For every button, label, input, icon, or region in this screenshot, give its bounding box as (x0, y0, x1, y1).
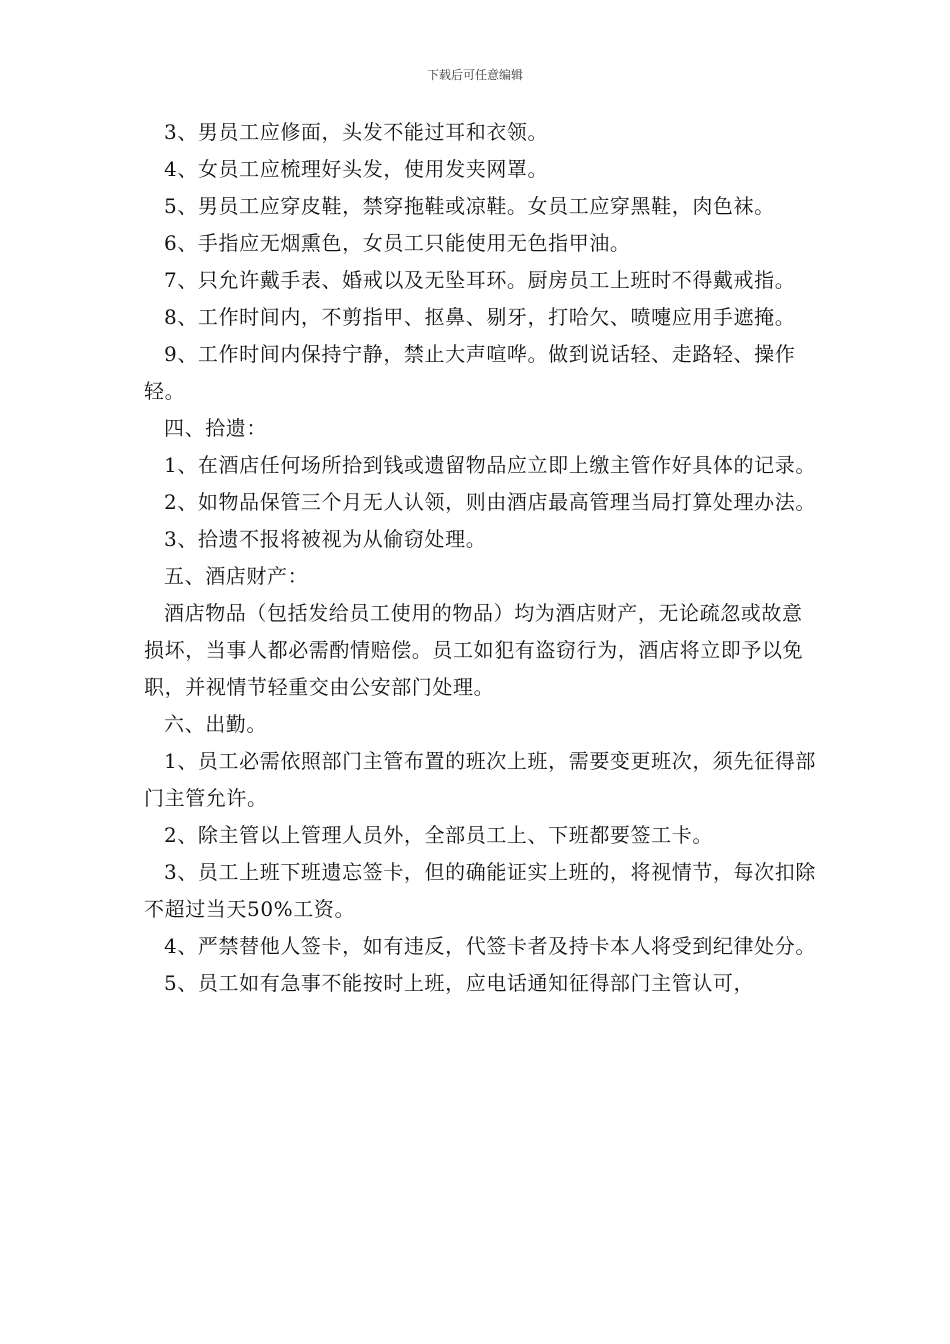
document-body (144, 114, 816, 1002)
paragraph-male-grooming: 3、男员工应修面，头发不能过耳和衣领。 (164, 120, 549, 144)
paragraph-theft: 3、拾遗不报将被视为从偷窃处理。 (164, 527, 487, 551)
paragraph-fingers: 6、手指应无烟熏色，女员工只能使用无色指甲油。 (164, 231, 631, 255)
paragraph-female-hair: 4、女员工应梳理好头发，使用发夹网罩。 (164, 157, 549, 181)
paragraph-shifts: 1、员工必需依照部门主管布置的班次上班，需要变更班次，须先征得部门主管允许。 (144, 749, 816, 810)
paragraph-shoes: 5、男员工应穿皮鞋，禁穿拖鞋或凉鞋。女员工应穿黑鞋，肉色袜。 (164, 194, 775, 218)
page-header: 下载后可任意编辑 (426, 68, 523, 82)
paragraph-proxy-card: 4、严禁替他人签卡，如有违反，代签卡者及持卡本人将受到纪律处分。 (164, 934, 816, 958)
paragraph-time-card: 2、除主管以上管理人员外，全部员工上、下班都要签工卡。 (164, 823, 713, 847)
paragraph-found-items: 1、在酒店任何场所拾到钱或遗留物品应立即上缴主管作好具体的记录。 (164, 453, 816, 477)
section-heading-attendance: 六、出勤。 (164, 712, 267, 736)
paragraph-quiet: 9、工作时间内保持宁静，禁止大声喧哗。做到说话轻、走路轻、操作轻。 (144, 342, 796, 403)
paragraph-emergency: 5、员工如有急事不能按时上班，应电话通知征得部门主管认可， (164, 971, 755, 995)
paragraph-forgot-card: 3、员工上班下班遗忘签卡，但的确能证实上班的，将视情节，每次扣除不超过当天50%工资。 (144, 860, 816, 921)
section-heading-lost-found: 四、拾遗： (164, 416, 267, 440)
section-heading-property: 五、酒店财产： (164, 564, 309, 588)
paragraph-hygiene: 8、工作时间内，不剪指甲、抠鼻、剔牙，打哈欠、喷嚏应用手遮掩。 (164, 305, 796, 329)
paragraph-unclaimed: 2、如物品保管三个月无人认领，则由酒店最高管理当局打算处理办法。 (164, 490, 816, 514)
paragraph-property: 酒店物品（包括发给员工使用的物品）均为酒店财产，无论疏忽或故意损坏，当事人都必需酌情赔偿。员工如犯有盗窃行为，酒店将立即予以免职，并视情节轻重交由公安部门处理。 (144, 601, 804, 699)
paragraph-jewelry: 7、只允许戴手表、婚戒以及无坠耳环。厨房员工上班时不得戴戒指。 (164, 268, 796, 292)
